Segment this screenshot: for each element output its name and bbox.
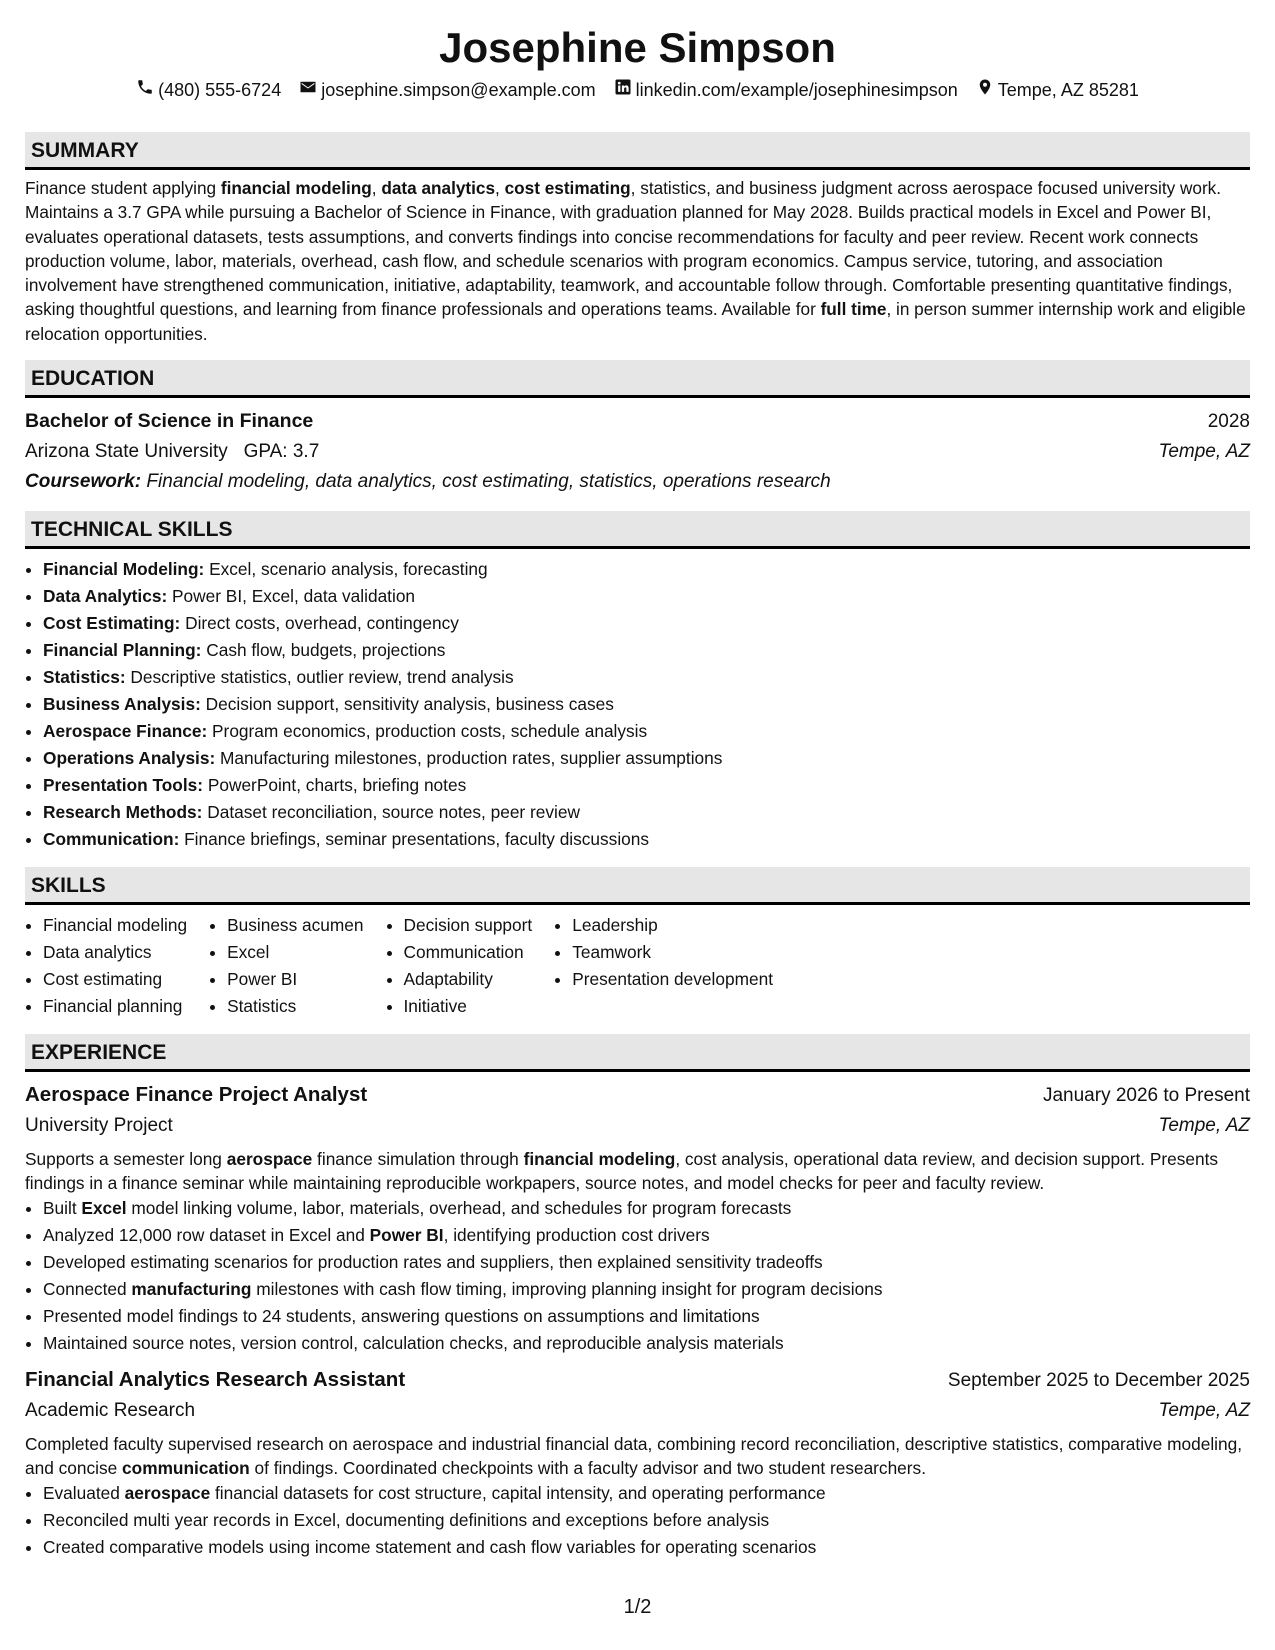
bold-text: financial modeling [523, 1149, 676, 1170]
technical-skill-item [43, 826, 1250, 853]
plain-text: milestones with cash flow timing, improving planning insight for program decisions [251, 1279, 883, 1300]
summary-paragraph [25, 176, 1250, 346]
skill-category: Financial Planning: [43, 640, 202, 661]
skills-column [554, 912, 773, 1020]
bold-text: aerospace [226, 1149, 313, 1170]
skill-category: Communication: [43, 829, 180, 850]
contact-phone [136, 78, 281, 102]
experience-entry [25, 1365, 1250, 1561]
plain-text: Supports a semester long [25, 1149, 227, 1170]
technical-skill-item [43, 637, 1250, 664]
skill-item: • Financial planning [43, 993, 187, 1020]
plain-text: finance simulation through [312, 1149, 524, 1170]
plain-text: Built [43, 1198, 82, 1219]
job-bullet [43, 1534, 1250, 1561]
section-education-heading: EDUCATION [25, 360, 1250, 398]
experience-entry [25, 1080, 1250, 1357]
bold-text: communication [122, 1458, 250, 1479]
skill-category: Research Methods: [43, 802, 203, 823]
plain-text: model linking volume, labor, materials, overhead, and schedules for program forecasts [126, 1198, 792, 1219]
contact-location [976, 78, 1139, 102]
skill-item: • Communication [404, 939, 533, 966]
skill-details: Dataset reconciliation, source notes, peer review [202, 802, 580, 823]
skill-details: Decision support, sensitivity analysis, business cases [200, 694, 614, 715]
plain-text: Maintained source notes, version control, calculation checks, and reproducible analysis materials [43, 1333, 784, 1354]
job-bullet [43, 1507, 1250, 1534]
skill-item: • Leadership [572, 912, 773, 939]
skill-item: • Business acumen [227, 912, 363, 939]
skill-category: Presentation Tools: [43, 775, 204, 796]
education-entry [25, 406, 1250, 497]
skill-details: Descriptive statistics, outlier review, trend analysis [125, 667, 514, 688]
envelope-icon [299, 78, 317, 102]
summary-keyword: financial modeling [220, 178, 372, 198]
technical-skill-item [43, 691, 1250, 718]
plain-text: , identifying production cost drivers [443, 1225, 710, 1246]
summary-keyword: full time [820, 299, 887, 320]
skills-column [386, 912, 533, 1020]
skill-category: Data Analytics: [43, 586, 168, 607]
skill-item: • Excel [227, 939, 363, 966]
bold-text: Power BI [369, 1225, 444, 1246]
job-org-row [25, 1396, 1250, 1426]
job-bullet [43, 1276, 1250, 1303]
technical-skill-item [43, 556, 1250, 583]
job-location: Tempe, AZ [1158, 1400, 1250, 1422]
phone-text: (480) 555-6724 [158, 80, 282, 100]
skill-item: • Data analytics [43, 939, 187, 966]
job-bullet [43, 1330, 1250, 1357]
degree-title: Bachelor of Science in Finance [25, 410, 314, 433]
skills-column [209, 912, 363, 1020]
plain-text: Analyzed 12,000 row dataset in Excel and [43, 1225, 370, 1246]
section-experience-heading: EXPERIENCE [25, 1034, 1250, 1072]
job-bullets [25, 1195, 1250, 1357]
job-dates: January 2026 to Present [1042, 1085, 1250, 1107]
skills-grid [25, 912, 1250, 1020]
skill-item: • Power BI [227, 966, 363, 993]
job-description [25, 1432, 1250, 1480]
phone-icon [136, 78, 154, 102]
contact-linkedin[interactable] [614, 78, 958, 102]
skill-item: • Teamwork [572, 939, 773, 966]
skill-item: • Cost estimating [43, 966, 187, 993]
skill-category: Statistics: [43, 667, 126, 688]
location-text: Tempe, AZ 85281 [997, 80, 1139, 100]
job-organization: University Project [25, 1115, 173, 1137]
summary-keyword: data analytics [381, 178, 496, 198]
technical-skill-item [43, 664, 1250, 691]
technical-skill-item [43, 610, 1250, 637]
graduation-year: 2028 [1207, 411, 1250, 433]
job-bullet [43, 1480, 1250, 1507]
job-header-row [25, 1080, 1250, 1111]
technical-skill-item [43, 772, 1250, 799]
skill-item: • Decision support [404, 912, 533, 939]
summary-text: , [371, 178, 382, 198]
job-bullet [43, 1222, 1250, 1249]
skill-category: Operations Analysis: [43, 748, 216, 769]
bold-text: manufacturing [131, 1279, 252, 1300]
skill-details: Excel, scenario analysis, forecasting [204, 559, 488, 580]
skill-details: Direct costs, overhead, contingency [180, 613, 459, 634]
summary-keyword: cost estimating [504, 178, 631, 198]
technical-skill-item [43, 799, 1250, 826]
job-org-row [25, 1111, 1250, 1141]
experience-list [25, 1080, 1250, 1561]
gpa: GPA: 3.7 [243, 441, 320, 463]
summary-text: Finance student applying [25, 178, 221, 198]
skill-item: • Initiative [404, 993, 533, 1020]
summary-text: , statistics, and business judgment across aerospace focused university work. Maintains a 3.7 GPA while pursuing a Bachelor of Science in Finance, with graduation planned for May 2028. Builds practical models in Excel and Power BI, evaluates operational datasets, tests assumptions, and converts findings into concise recommendations for faculty and peer review. Recent work connects production volume, labor, materials, overhead, cash flow, and schedule scenarios with program economics. Campus service, tutoring, and association involvement have strengthened communication, initiative, adaptability, teamwork, and accountable follow through. Comfortable presenting quantitative findings, asking thoughtful questions, and learning from finance professionals and operations teams. Available for [25, 178, 1233, 320]
job-description [25, 1147, 1250, 1195]
skill-category: Financial Modeling: [43, 559, 205, 580]
job-title: Financial Analytics Research Assistant [25, 1368, 406, 1392]
page-number: 1/2 [623, 1596, 652, 1618]
section-technical-skills-heading: TECHNICAL SKILLS [25, 511, 1250, 549]
job-bullets [25, 1480, 1250, 1561]
linkedin-icon [614, 78, 632, 102]
bold-text: aerospace [124, 1483, 211, 1504]
job-bullet [43, 1303, 1250, 1330]
skill-item: • Adaptability [404, 966, 533, 993]
job-header-row [25, 1365, 1250, 1396]
school-location: Tempe, AZ [1158, 441, 1250, 463]
plain-text: financial datasets for cost structure, capital intensity, and operating performance [210, 1483, 826, 1504]
plain-text: Created comparative models using income statement and cash flow variables for operating scenarios [43, 1537, 817, 1558]
job-bullet [43, 1249, 1250, 1276]
technical-skills-list [25, 556, 1250, 853]
skill-details: PowerPoint, charts, briefing notes [203, 775, 467, 796]
plain-text: Connected [43, 1279, 132, 1300]
coursework-text: Financial modeling, data analytics, cost estimating, statistics, operations research [141, 471, 831, 493]
technical-skill-item [43, 583, 1250, 610]
skill-item: • Statistics [227, 993, 363, 1020]
plain-text: Reconciled multi year records in Excel, documenting definitions and exceptions before analysis [43, 1510, 770, 1531]
email-text[interactable]: josephine.simpson@example.com [321, 80, 596, 100]
technical-skill-item [43, 745, 1250, 772]
skill-item: • Presentation development [572, 966, 773, 993]
skill-category: Business Analysis: [43, 694, 201, 715]
job-dates: September 2025 to December 2025 [947, 1370, 1250, 1392]
linkedin-text[interactable]: linkedin.com/example/josephinesimpson [635, 80, 958, 100]
plain-text: Presented model findings to 24 students, answering questions on assumptions and limitations [43, 1306, 760, 1327]
bold-text: Excel [81, 1198, 127, 1219]
school-name: Arizona State University [25, 441, 228, 463]
section-summary-heading: SUMMARY [25, 132, 1250, 170]
job-bullet [43, 1195, 1250, 1222]
job-location: Tempe, AZ [1158, 1115, 1250, 1137]
skills-column [25, 912, 187, 1020]
skill-details: Finance briefings, seminar presentations, faculty discussions [179, 829, 650, 850]
skill-details: Program economics, production costs, schedule analysis [207, 721, 648, 742]
plain-text: Developed estimating scenarios for production rates and suppliers, then explained sensitivity tradeoffs [43, 1252, 823, 1273]
job-organization: Academic Research [25, 1400, 196, 1422]
contact-email[interactable] [299, 78, 595, 102]
summary-text: , [495, 178, 505, 198]
plain-text: , cost analysis, operational data review, and decision support. Presents findings in a finance seminar while maintaining reproducible workpapers, source notes, and model checks for peer and faculty review. [25, 1149, 1219, 1194]
candidate-name: Josephine Simpson [439, 24, 836, 71]
job-title: Aerospace Finance Project Analyst [25, 1083, 368, 1107]
skill-details: Cash flow, budgets, projections [201, 640, 446, 661]
skill-category: Cost Estimating: [43, 613, 181, 634]
plain-text: Completed faculty supervised research on aerospace and industrial financial data, combining record reconciliation, descriptive statistics, comparative modeling, and concise [25, 1434, 1243, 1479]
coursework-label: Coursework: [25, 471, 142, 493]
map-pin-icon [976, 78, 994, 102]
skill-category: Aerospace Finance: [43, 721, 208, 742]
coursework-line [25, 467, 1250, 497]
skill-details: Manufacturing milestones, production rates, supplier assumptions [215, 748, 723, 769]
contact-bar [25, 78, 1250, 102]
skill-item: • Financial modeling [43, 912, 187, 939]
section-skills-heading: SKILLS [25, 867, 1250, 905]
plain-text: Evaluated [43, 1483, 125, 1504]
technical-skill-item [43, 718, 1250, 745]
skill-details: Power BI, Excel, data validation [167, 586, 416, 607]
plain-text: of findings. Coordinated checkpoints with a faculty advisor and two student researchers. [249, 1458, 926, 1479]
summary-text: , in person summer internship work and eligible relocation opportunities. [25, 299, 1246, 344]
